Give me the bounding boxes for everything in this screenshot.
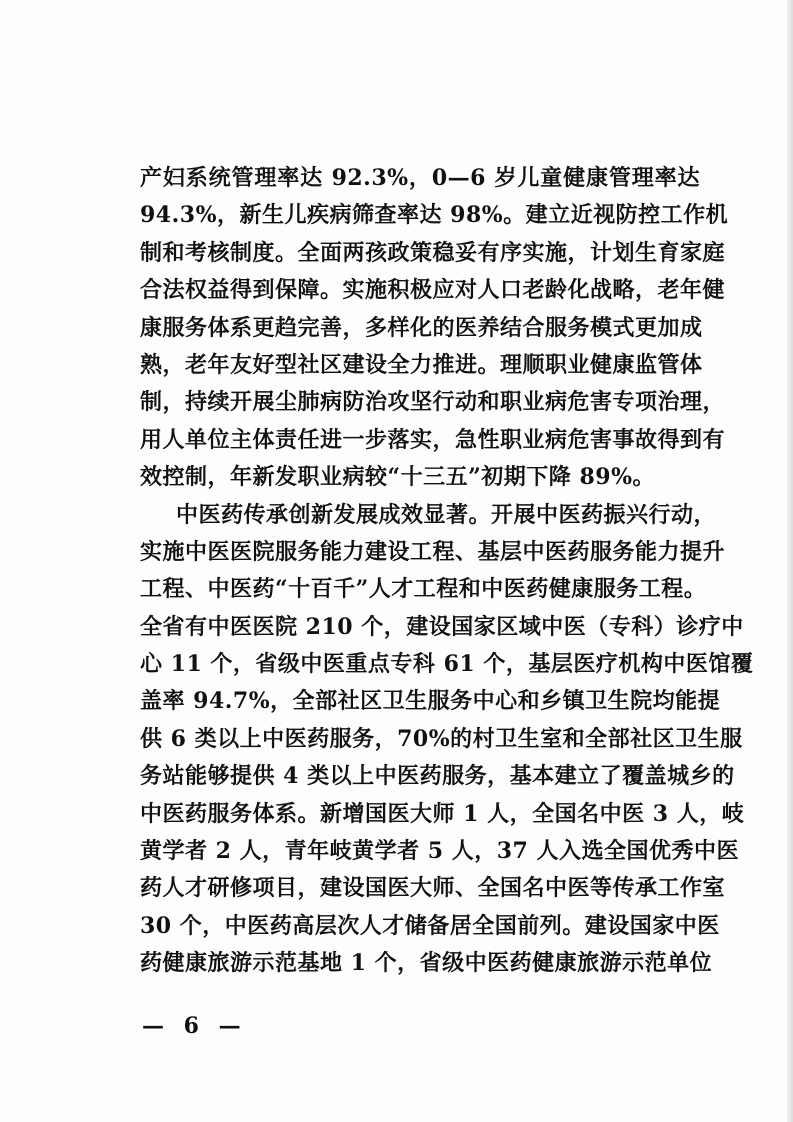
- text-line: 用人单位主体责任进一步落实，急性职业病危害事故得到有: [140, 426, 726, 453]
- text-line: 康服务体系更趋完善，多样化的医养结合服务模式更加成: [140, 314, 703, 341]
- text-line: 心 11 个，省级中医重点专科 61 个，基层医疗机构中医馆覆: [140, 651, 754, 678]
- text-line: 中医药传承创新发展成效显著。开展中医药振兴行动，: [176, 501, 717, 528]
- text-line: 制和考核制度。全面两孩政策稳妥有序实施，计划生育家庭: [140, 239, 726, 266]
- text-line: 实施中医医院服务能力建设工程、基层中医药服务能力提升: [140, 538, 726, 565]
- text-line: 中医药服务体系。新增国医大师 1 人，全国名中医 3 人，岐: [140, 800, 745, 827]
- page-number: — 6 —: [142, 1013, 247, 1039]
- text-line: 94.3%，新生儿疾病筛查率达 98%。建立近视防控工作机: [140, 202, 729, 229]
- text-line: 盖率 94.7%，全部社区卫生服务中心和乡镇卫生院均能提: [140, 688, 721, 715]
- text-line: 工程、中医药“十百千”人才工程和中医药健康服务工程。: [140, 576, 707, 603]
- text-line: 务站能够提供 4 类以上中医药服务，基本建立了覆盖城乡的: [140, 763, 735, 790]
- body-text: [140, 160, 754, 983]
- text-line: 药人才研修项目，建设国医大师、全国名中医等传承工作室: [140, 875, 726, 902]
- paragraph-health-management: [140, 160, 729, 497]
- scan-edge: [787, 0, 793, 1122]
- text-line: 供 6 类以上中医药服务，70%的村卫生室和全部社区卫生服: [140, 725, 743, 752]
- text-line: 产妇系统管理率达 92.3%，0—6 岁儿童健康管理率达: [140, 165, 700, 191]
- text-line: 药健康旅游示范基地 1 个，省级中医药健康旅游示范单位: [140, 950, 713, 977]
- text-line: 黄学者 2 人，青年岐黄学者 5 人，37 人入选全国优秀中医: [140, 838, 740, 865]
- text-line: 30 个，中医药高层次人才储备居全国前列。建设国家中医: [140, 912, 720, 939]
- text-line: 熟，老年友好型社区建设全力推进。理顺职业健康监管体: [140, 351, 703, 378]
- text-line: 全省有中医医院 210 个，建设国家区域中医（专科）诊疗中: [140, 613, 744, 640]
- text-line: 合法权益得到保障。实施积极应对人口老龄化战略，老年健: [140, 277, 726, 304]
- text-line: 效控制，年新发职业病较“十三五”初期下降 89%。: [140, 464, 655, 491]
- paragraph-tcm-development: [140, 497, 754, 983]
- text-line: 制，持续开展尘肺病防治攻坚行动和职业病危害专项治理，: [140, 389, 726, 416]
